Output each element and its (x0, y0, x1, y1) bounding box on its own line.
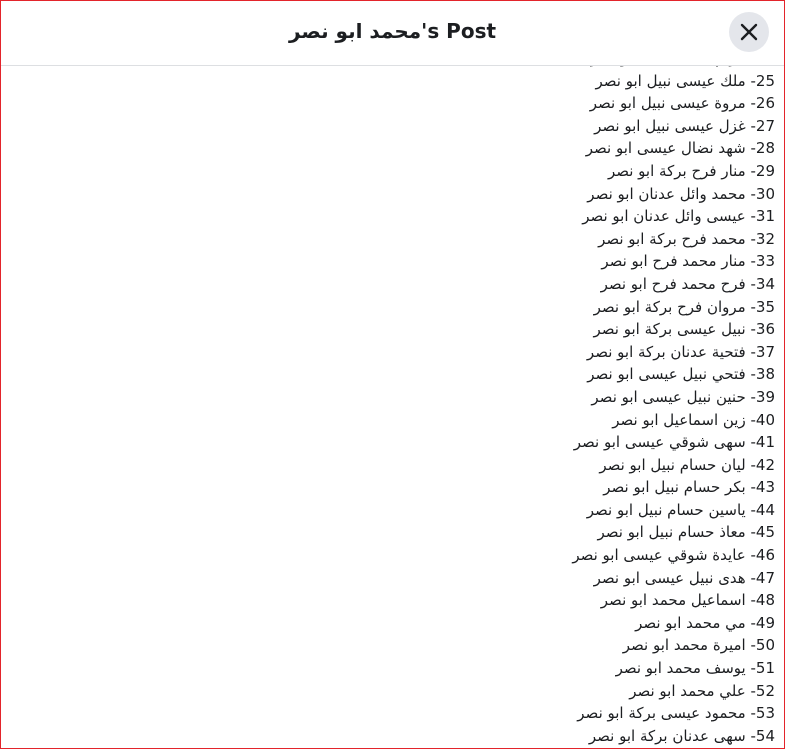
list-item: 50- اميرة محمد ابو نصر (622, 636, 775, 655)
list-item: 26- مروة عيسى نبيل ابو نصر (589, 94, 775, 113)
list-item: 54- سهى عدنان بركة ابو نصر (588, 726, 775, 745)
list-item: 34- فرح محمد فرح ابو نصر (600, 274, 775, 293)
list-item: 38- فتحي نبيل عيسى ابو نصر (587, 365, 775, 384)
dialog-title: s Post'محمد ابو نصر (288, 19, 497, 43)
dialog-header (1, 1, 784, 66)
list-item: 28- شهد نضال عيسى ابو نصر (585, 139, 775, 158)
list-item: 35- مروان فرح بركة ابو نصر (593, 297, 775, 316)
list-item: 47- هدى نبيل عيسى ابو نصر (593, 568, 775, 587)
list-item: 31- عيسى وائل عدنان ابو نصر (582, 207, 775, 226)
list-item: 37- فتحية عدنان بركة ابو نصر (586, 342, 775, 361)
names-list (572, 47, 775, 747)
list-item: 48- اسماعيل محمد ابو نصر (600, 591, 775, 610)
close-button[interactable] (729, 12, 769, 52)
list-item: 46- عايدة شوقي عيسى ابو نصر (572, 546, 775, 565)
list-item: 39- حنين نبيل عيسى ابو نصر (591, 387, 775, 406)
list-item: 30- محمد وائل عدنان ابو نصر (587, 184, 775, 203)
list-item: 36- نبيل عيسى بركة ابو نصر (593, 320, 775, 339)
list-item: 52- علي محمد ابو نصر (629, 681, 775, 700)
list-item: 49- مي محمد ابو نصر (635, 613, 775, 632)
close-icon (739, 22, 759, 42)
list-item: 41- سهى شوقي عيسى ابو نصر (573, 433, 775, 452)
list-item: 44- ياسين حسام نبيل ابو نصر (586, 500, 775, 519)
post-content[interactable] (1, 66, 784, 748)
list-item: 32- محمد فرح بركة ابو نصر (598, 229, 775, 248)
list-item: 25- ملك عيسى نبيل ابو نصر (595, 71, 775, 90)
list-item: 53- محمود عيسى بركة ابو نصر (577, 704, 775, 723)
list-item: 43- بكر حسام نبيل ابو نصر (603, 478, 775, 497)
list-item: 51- يوسف محمد ابو نصر (615, 659, 775, 678)
list-item: 45- معاذ حسام نبيل ابو نصر (597, 523, 775, 542)
list-item: 29- منار فرح بركة ابو نصر (607, 161, 775, 180)
list-item: 40- زين اسماعيل ابو نصر (612, 410, 775, 429)
list-item: 27- غزل عيسى نبيل ابو نصر (594, 116, 775, 135)
list-item: 33- منار محمد فرح ابو نصر (601, 252, 775, 271)
list-item: 42- ليان حسام نبيل ابو نصر (599, 455, 775, 474)
